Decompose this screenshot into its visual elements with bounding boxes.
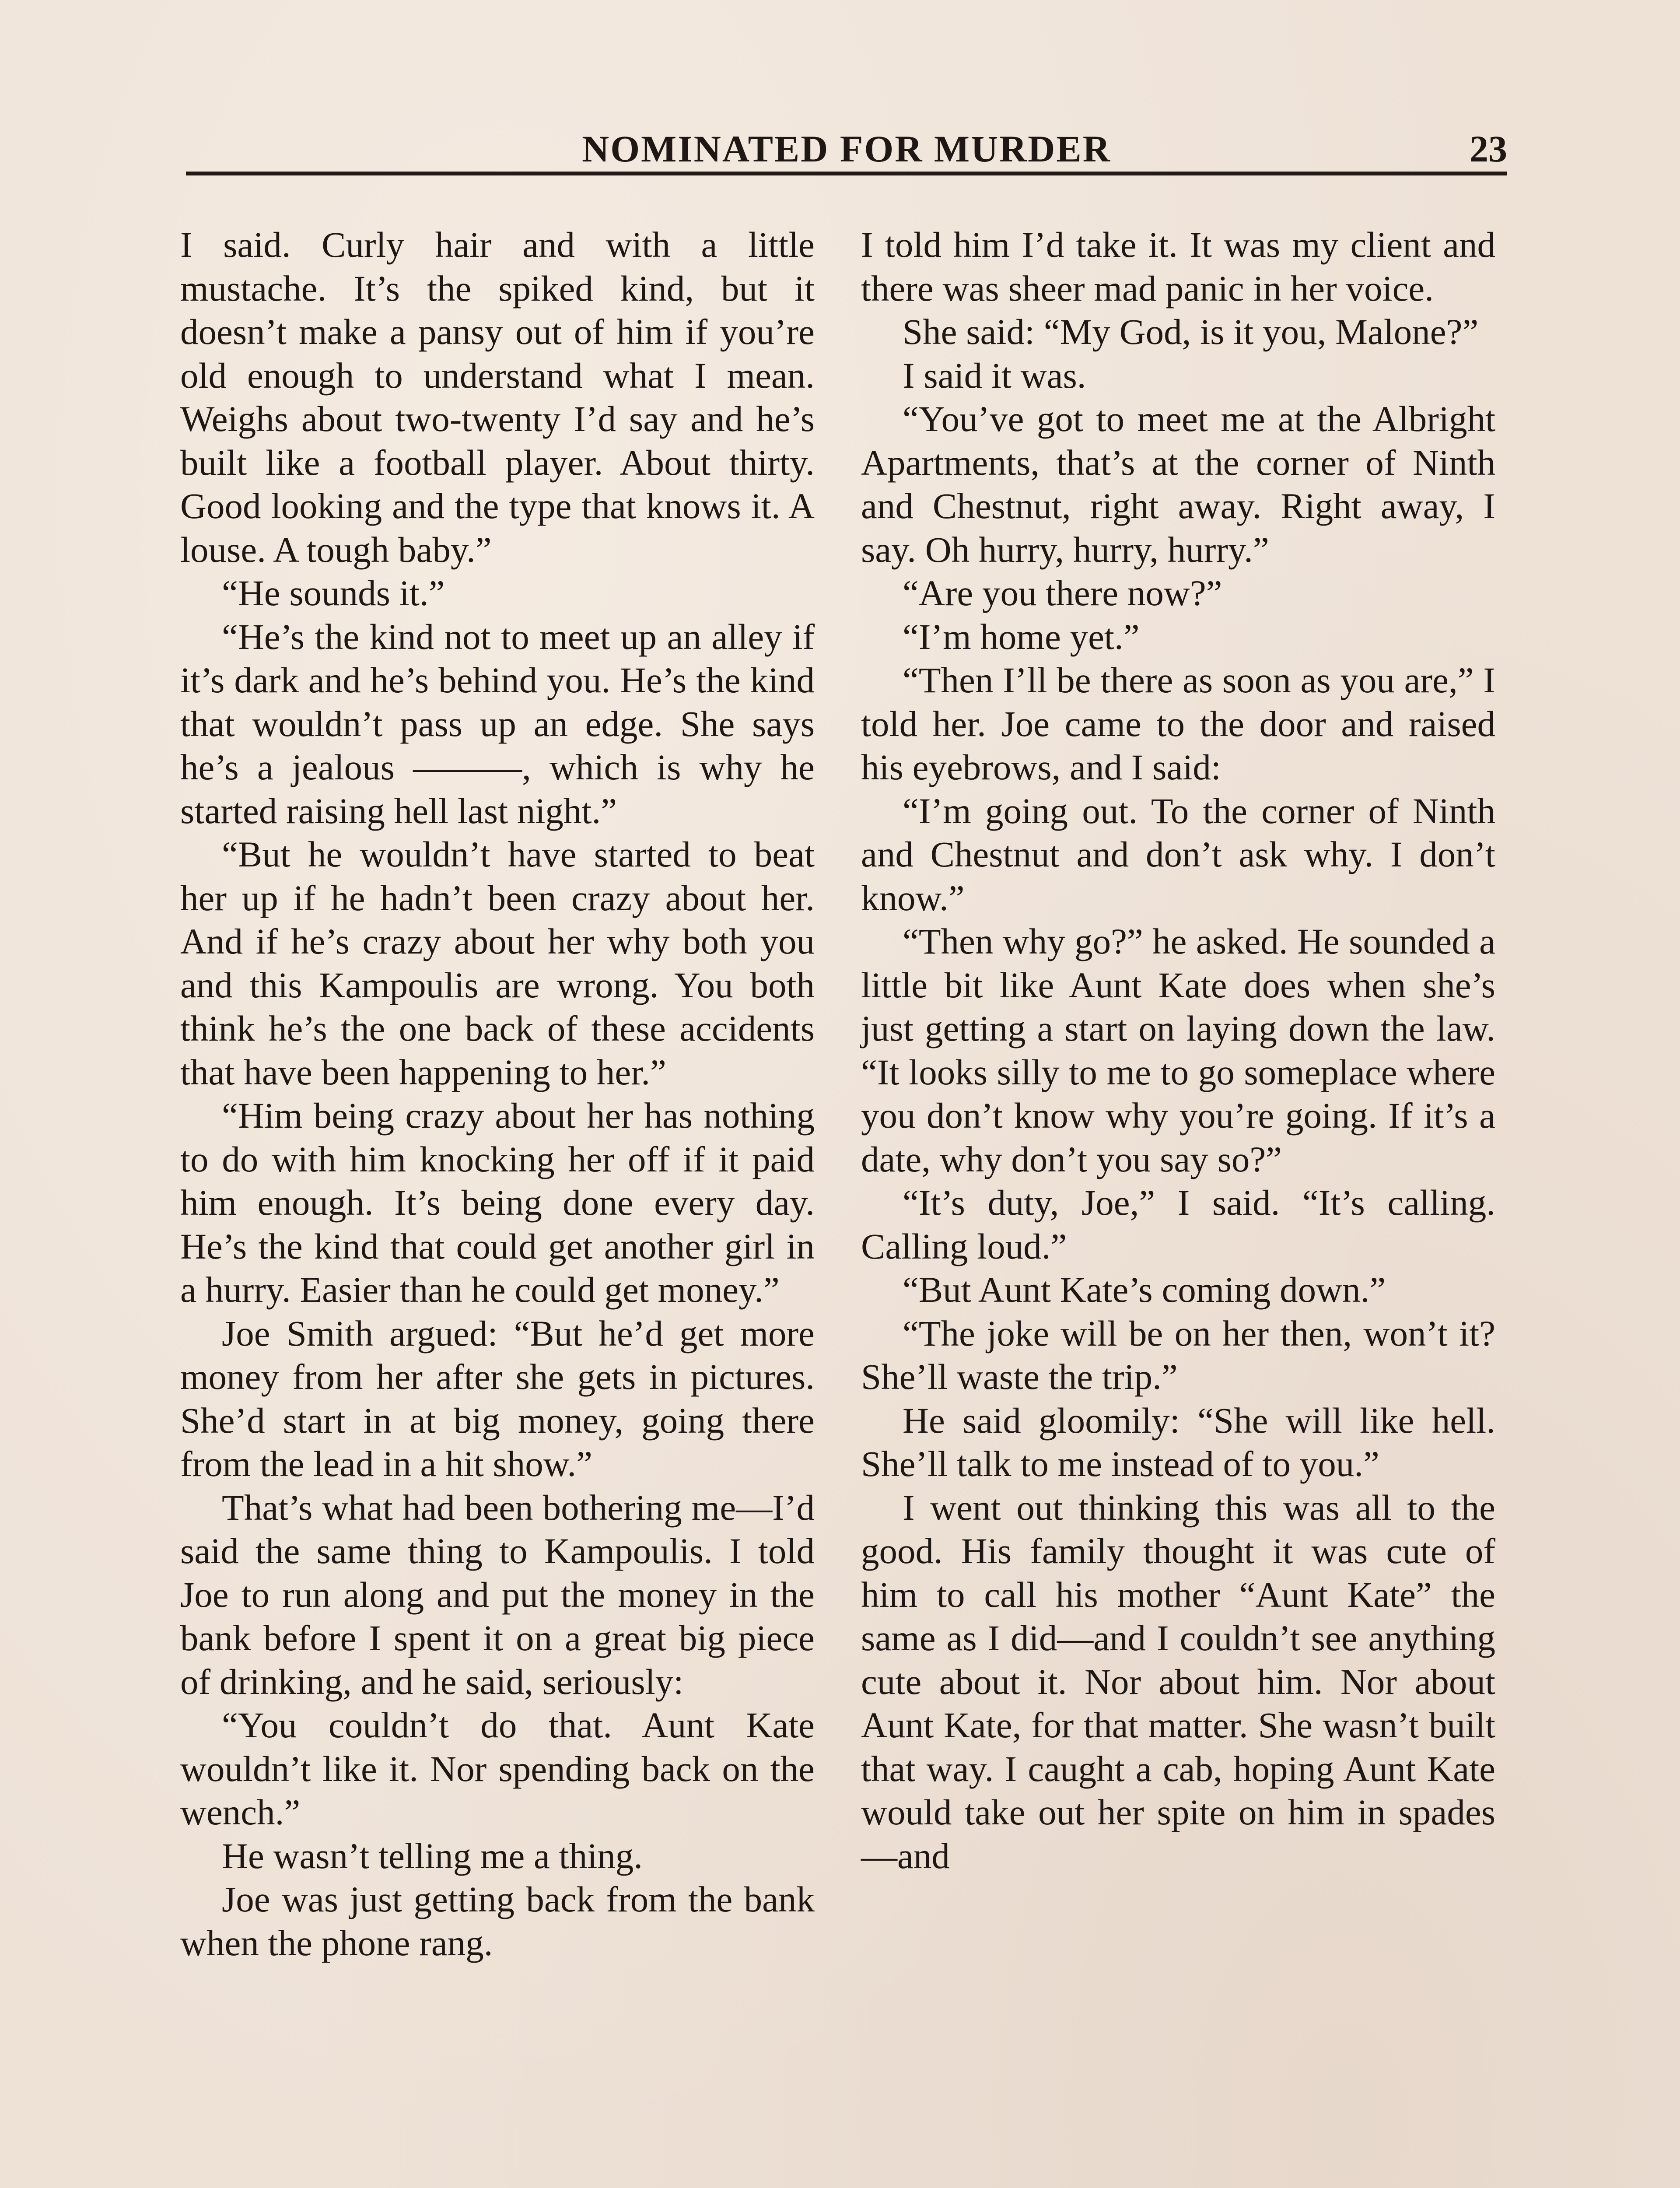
paragraph: “He sounds it.” bbox=[222, 573, 445, 613]
right-column bbox=[861, 223, 1495, 1878]
paragraph: “It’s duty, Joe,” I said. “It’s calling. Calling loud.” bbox=[861, 1182, 1495, 1266]
paragraph: “Are you there now?” bbox=[903, 573, 1222, 613]
paragraph: He wasn’t telling me a thing. bbox=[222, 1835, 643, 1876]
paragraph: “But he wouldn’t have started to beat her up if he hadn’t been crazy about her. And if he’s crazy about her why both you and this Kampoulis are wrong. You both think he’s the one back of these accidents that have been happening to her.” bbox=[180, 834, 815, 1092]
paragraph: “Then why go?” he asked. He sounded a little bit like Aunt Kate does when she’s just getting a start on laying down the law. “It looks silly to me to go someplace where you don’t know why you’re going. If it’s a date, why don’t you say so?” bbox=[861, 921, 1495, 1179]
paragraph: Joe was just getting back from the bank when the phone rang. bbox=[180, 1879, 815, 1963]
paragraph: “You’ve got to meet me at the Albright Apartments, that’s at the corner of Ninth and Chestnut, right away. Right away, I say. Oh hurry, hurry, hurry.” bbox=[861, 399, 1495, 570]
paragraph: “He’s the kind not to meet up an alley if it’s dark and he’s behind you. He’s the kind that wouldn’t pass up an edge. She says he’s a jealous ———, which is why he started raising hell last night.” bbox=[180, 616, 815, 831]
paragraph: I said. Curly hair and with a little mustache. It’s the spiked kind, but it doesn’t make a pansy out of him if you’re old enough to understand what I mean. Weighs about two-twenty I’d say and he’s built like a football player. About thirty. Good looking and the type that knows it. A louse. A tough baby.” bbox=[180, 224, 815, 570]
paragraph: “Him being crazy about her has nothing to do with him knocking her off if it paid him enough. It’s being done every day. He’s the kind that could get another girl in a hurry. Easier than he could get money.” bbox=[180, 1095, 815, 1310]
paragraph: That’s what had been bothering me—I’d said the same thing to Kampoulis. I told Joe to run along and put the money in the bank before I spent it on a great big piece of drinking, and he said, seriously: bbox=[180, 1487, 815, 1702]
paragraph: “I’m going out. To the corner of Ninth and Chestnut and don’t ask why. I don’t know.” bbox=[861, 790, 1495, 918]
paragraph: She said: “My God, is it you, Malone?” bbox=[903, 312, 1479, 352]
page-number: 23 bbox=[1470, 128, 1507, 170]
paragraph: Joe Smith argued: “But he’d get more money from her after she gets in pictures. She’d start in at big money, going there from the lead in a hit show.” bbox=[180, 1313, 815, 1484]
paragraph: “I’m home yet.” bbox=[903, 616, 1140, 657]
paragraph: He said gloomily: “She will like hell. She’ll talk to me instead of to you.” bbox=[861, 1400, 1495, 1484]
paragraph: I said it was. bbox=[903, 355, 1086, 396]
paragraph: “You couldn’t do that. Aunt Kate wouldn’t like it. Nor spending back on the wench.” bbox=[180, 1705, 815, 1832]
story-title: NOMINATED FOR MURDER bbox=[582, 128, 1111, 170]
paragraph: I told him I’d take it. It was my client and there was sheer mad panic in her voice. bbox=[861, 224, 1495, 309]
paragraph: “But Aunt Kate’s coming down.” bbox=[903, 1269, 1386, 1310]
paragraph: “Then I’ll be there as soon as you are,” I told her. Joe came to the door and raised his eyebrows, and I said: bbox=[861, 660, 1495, 787]
paragraph: “The joke will be on her then, won’t it? She’ll waste the trip.” bbox=[861, 1313, 1495, 1397]
header-rule bbox=[186, 172, 1507, 175]
left-column bbox=[180, 223, 815, 1965]
running-header bbox=[186, 123, 1507, 171]
paragraph: I went out thinking this was all to the good. His family thought it was cute of him to call his mother “Aunt Kate” the same as I did—and I couldn’t see anything cute about it. Nor about him. Nor about Aunt Kate, for that matter. She wasn’t built that way. I caught a cab, hoping Aunt Kate would take out her spite on him in spades—and bbox=[861, 1487, 1495, 1876]
